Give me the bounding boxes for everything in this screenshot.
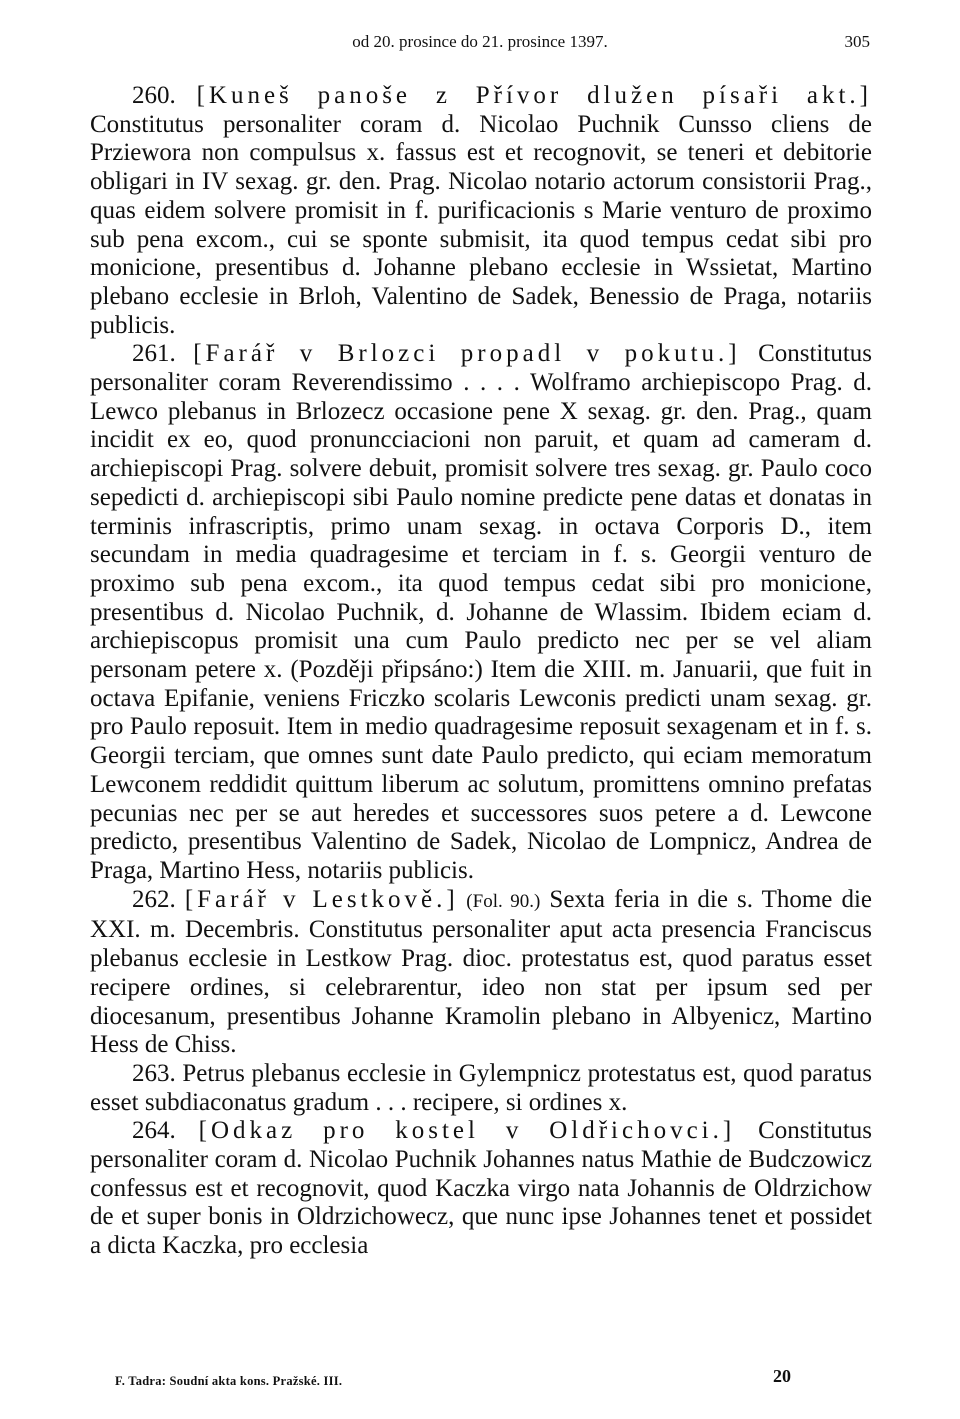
entry-paragraph: [90, 886, 872, 1060]
signature-line: F. Tadra: Soudní akta kons. Pražské. III.: [115, 1374, 343, 1388]
page-footer: [115, 1366, 815, 1396]
entry-text: Constitutus personaliter coram d. Nicolao Puchnik Johannes natus Mathie de Budczowicz confessus est et recognovit, quod Kaczka virgo nata Johannis de Oldrzichow de et super bonis in Oldrzichowecz, que nunc ipse Johannes tenet et possidet a dicta Kaczka, pro ecclesia: [90, 1117, 872, 1260]
document-body: [90, 82, 872, 1261]
entry-text: Constitutus personaliter coram d. Nicolao Puchnik Cunsso cliens de Przieworа non compulsus x. fassus est et recognovit, se teneri et debitorie obligari in IV sexag. gr. den. Prag. Nicolao notario actorum consistorii Prag., quas eidem solvere promisit in f. purificacionis s Marie venturo de proximo sub pena excom., cui se sponte submisit, ita quod tempus cedat sibi pro monicione, presentibus d. Johanne plebano ecclesie in Wssietat, Martino plebano ecclesie in Brloh, Valentino de Sadek, Benessio de Praga, notariis publicis.: [90, 110, 872, 339]
entry-number: 262.: [132, 885, 176, 913]
entry-text: Petrus plebanus ecclesie in Gylempnicz protestatus est, quod paratus esset subdiaconatus gradum . . . recipere, si ordines x.: [90, 1059, 872, 1116]
entry-262: [90, 886, 872, 1060]
entry-title: [Farář v Brlozci propadl v pokutu.]: [193, 340, 741, 368]
entry-264: [90, 1117, 872, 1261]
entry-text: Sexta feria in die s. Thome die XXI. m. Decembris. Constitutus personaliter aput acta presencia Franciscus plebanus ecclesie in Lestkow Prag. dioc. protestatus est, quod paratus esset recipere ordines, si celebrarentur, ideo non stat per ipsum sed per diocesanum, presentibus Johanne Kramolin plebano in Albyenicz, Martino Hess de Chiss.: [90, 885, 872, 1059]
entry-title: [Kuneš panoše z Přívor dlužen písaři akt.]: [196, 82, 872, 109]
page-header: [90, 32, 870, 60]
entry-number: 261.: [132, 340, 176, 368]
entry-261: [90, 340, 872, 885]
entry-paragraph: [90, 82, 872, 340]
entry-number: 263.: [132, 1059, 176, 1087]
entry-260: [90, 82, 872, 340]
sheet-number: 20: [773, 1366, 791, 1386]
entry-paragraph: [90, 1060, 872, 1117]
entry-title: [Farář v Lestkově.]: [184, 885, 459, 913]
entry-number: 264.: [132, 1117, 176, 1145]
entry-title: [Odkaz pro kostel v Oldřichovci.]: [198, 1117, 736, 1145]
entry-text: Constitutus personaliter coram Reverendissimo . . . . Wolframo archiepiscopo Prag. d. Lewco plebanus in Brlozecz occasione pene X sexag. gr. den. Prag., quam incidit ex eo, quod pronuncciacioni non paruit, et quam ad cameram d. archiepiscopi Prag. solvere debuit, promisit solvere tres sexag. gr. Paulo coco sepedicti d. archiepiscopi sibi Paulo nomine predicte pene datas et donatas in terminis infrascriptis, primo unam sexag. in octava Corporis D., item secundam in media quadragesime et terciam in f. s. Georgii venturo de proximo sub pena excom., ita quod tempus cedat sibi pro monicione, presentibus d. Nicolao Puchnik, d. Johanne de Wlassim. Ibidem eciam d. archiepiscopus promisit una cum Paulo predicto nec per se vel aliam personam petere x. (Později připsáno:) Item die XIII. m. Januarii, que fuit in octava Epifanie, veniens Friczko scolaris Lewconis predicti unam sexag. gr. pro Paulo reposuit. Item in medio quadragesime reposuit sexagenam et in f. s. Georgii terciam, que omnes sunt date Paulo predicto, qui eciam memoratum Lewconem reddidit quittum liberum ac solutum, promittens omnino prefatas pecunias nec per se aut heredes et successores suos petere a d. Lewcone predicto, presentibus Valentino de Sadek, Nicolao de Lompnicz, Andrea de Praga, Martino Hess, notariis publicis.: [90, 340, 872, 884]
entry-paragraph: [90, 1117, 872, 1261]
entry-263: [90, 1060, 872, 1117]
entry-paragraph: [90, 340, 872, 885]
entry-number: 260.: [132, 82, 176, 109]
page-number: 305: [844, 32, 870, 51]
running-title: od 20. prosince do 21. prosince 1397.: [352, 32, 608, 51]
folio-reference: (Fol. 90.): [458, 890, 541, 912]
